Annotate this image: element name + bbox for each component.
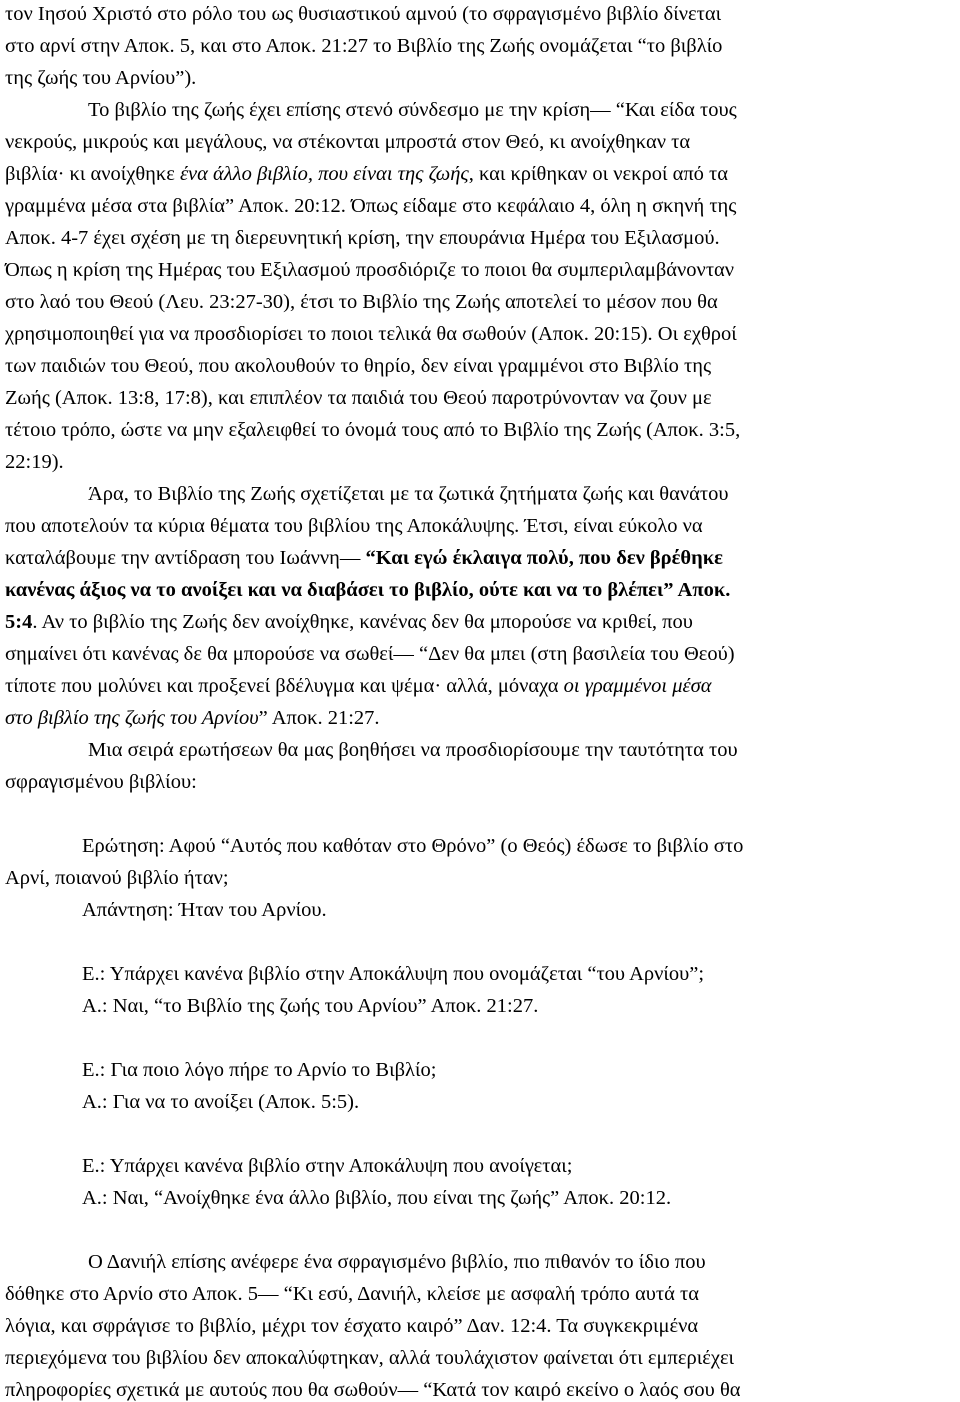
text-line [5, 703, 380, 733]
text-line: σημαίνει ότι κανένας δε θα μπορούσε να σωθεί— “Δεν θα μπει (στη βασιλεία του Θεού) [5, 643, 735, 665]
text-line: δόθηκε στο Αρνίο στο Αποκ. 5— “Κι εσύ, Δανιήλ, κλείσε με ασφαλή τρόπο αυτά τα [5, 1283, 700, 1305]
text-line [5, 159, 728, 189]
text-line: των παιδιών του Θεού, που ακολουθούν το θηρίο, δεν είναι γραμμένοι στο Βιβλίο της [5, 355, 712, 377]
text-line: χρησιμοποιηθεί για να προσδιορίσει το ποιοι τελικά θα σωθούν (Αποκ. 20:15). Οι εχθροί [5, 323, 737, 345]
bold-reference: 5:4 [5, 611, 33, 633]
paragraph-start-line: Ο Δανιήλ επίσης ανέφερε ένα σφραγισμένο βιβλίο, πιο πιθανόν το ίδιο που [88, 1251, 706, 1273]
text-line: τον Ιησού Χριστό στο ρόλο του ως θυσιαστικού αμνού (το σφραγισμένο βιβλίο δίνεται [5, 3, 722, 25]
question-line: Ε.: Για ποιο λόγο πήρε το Αρνίο το Βιβλίο; [82, 1059, 437, 1081]
answer-line: Απάντηση: Ήταν του Αρνίου. [82, 899, 327, 921]
text-line: Όπως η κρίση της Ημέρας του Εξιλασμού προσδιόριζε το ποιοι θα συμπεριλαμβάνονταν [5, 259, 735, 281]
text-line: σφραγισμένου βιβλίου: [5, 771, 197, 793]
text-line: 22:19). [5, 451, 64, 473]
text-line: πληροφορίες σχετικά με αυτούς που θα σωθούν— “Κατά τον καιρό εκείνο ο λαός σου θα [5, 1379, 741, 1401]
answer-line: Α.: Ναι, “το Βιβλίο της ζωής του Αρνίου” Αποκ. 21:27. [82, 995, 539, 1017]
text-line [5, 607, 693, 637]
text-line: Αρνί, ποιανού βιβλίο ήταν; [5, 867, 229, 889]
text-line [5, 671, 712, 701]
text-line: Ζωής (Αποκ. 13:8, 17:8), και επιπλέον τα παιδιά του Θεού παροτρύνονταν να ζουν με [5, 387, 712, 409]
question-line: Ερώτηση: Αφού “Αυτός που καθόταν στο Θρόνο” (ο Θεός) έδωσε το βιβλίο στο [82, 835, 744, 857]
text-line: τέτοιο τρόπο, ώστε να μην εξαλειφθεί το όνομά τους από το Βιβλίο της Ζωής (Αποκ. 3:5, [5, 419, 741, 441]
paragraph-start-line: Το βιβλίο της ζωής έχει επίσης στενό σύνδεσμο με την κρίση— “Και είδα τους [88, 99, 737, 121]
paragraph-start-line: Μια σειρά ερωτήσεων θα μας βοηθήσει να προσδιορίσουμε την ταυτότητα του [88, 739, 738, 761]
bold-quote-line: κανένας άξιος να το ανοίξει και να διαβάσει το βιβλίο, ούτε και να το βλέπει” Αποκ. [5, 579, 731, 601]
text-line: περιεχόμενα του βιβλίου δεν αποκαλύφτηκαν, αλλά τουλάχιστον φαίνεται ότι εμπεριέχει [5, 1347, 735, 1369]
text-span: . Αν το βιβλίο της Ζωής δεν ανοίχθηκε, κανένας δεν θα μπορούσε να κριθεί, που [32, 611, 693, 633]
text-line: νεκρούς, μικρούς και μεγάλους, να στέκονται μπροστά στον Θεό, κι ανοίχθηκαν τα [5, 131, 691, 153]
text-line: λόγια, και σφράγισε το βιβλίο, μέχρι τον έσχατο καιρό” Δαν. 12:4. Τα συγκεκριμένα [5, 1315, 699, 1337]
text-line: της ζωής του Αρνίου”). [5, 67, 197, 89]
text-line: που αποτελούν τα κύρια θέματα του βιβλίου της Αποκάλυψης. Έτσι, είναι εύκολο να [5, 515, 703, 537]
bold-quote: “Και εγώ έκλαιγα πολύ, που δεν βρέθηκε [365, 547, 723, 569]
text-span: , και κρίθηκαν οι νεκροί από τα [468, 163, 729, 185]
italic-quote: ένα άλλο βιβλίο, που είναι της ζωής [179, 163, 469, 185]
text-span: καταλάβουμε την αντίδραση του Ιωάννη— [5, 547, 366, 569]
text-line: στο αρνί στην Αποκ. 5, και στο Αποκ. 21:27 το Βιβλίο της Ζωής ονομάζεται “το βιβλίο [5, 35, 723, 57]
text-line: στο λαό του Θεού (Λευ. 23:27-30), έτσι το Βιβλίο της Ζωής αποτελεί το μέσον που θα [5, 291, 718, 313]
text-span: ” Αποκ. 21:27. [258, 707, 380, 729]
answer-line: Α.: Για να το ανοίξει (Αποκ. 5:5). [82, 1091, 360, 1113]
text-line: γραμμένα μέσα στα βιβλία” Αποκ. 20:12. Όπως είδαμε στο κεφάλαιο 4, όλη η σκηνή της [5, 195, 737, 217]
italic-quote: οι γραμμένοι μέσα [563, 675, 712, 697]
italic-quote: στο βιβλίο της ζωής του Αρνίου [5, 707, 259, 729]
text-span: βιβλία· κι ανοίχθηκε [5, 163, 180, 185]
question-line: Ε.: Υπάρχει κανένα βιβλίο στην Αποκάλυψη που ανοίγεται; [82, 1155, 573, 1177]
text-line: Αποκ. 4-7 έχει σχέση με τη διερευνητική κρίση, την επουράνια Ημέρα του Εξιλασμού. [5, 227, 720, 249]
text-span: τίποτε που μολύνει και προξενεί βδέλυγμα και ψέμα· αλλά, μόναχα [5, 675, 564, 697]
answer-line: Α.: Ναι, “Ανοίχθηκε ένα άλλο βιβλίο, που είναι της ζωής” Αποκ. 20:12. [82, 1187, 672, 1209]
question-line: Ε.: Υπάρχει κανένα βιβλίο στην Αποκάλυψη που ονομάζεται “του Αρνίου”; [82, 963, 705, 985]
paragraph-start-line: Άρα, το Βιβλίο της Ζωής σχετίζεται με τα ζωτικά ζητήματα ζωής και θανάτου [88, 483, 729, 505]
text-line [5, 543, 723, 573]
